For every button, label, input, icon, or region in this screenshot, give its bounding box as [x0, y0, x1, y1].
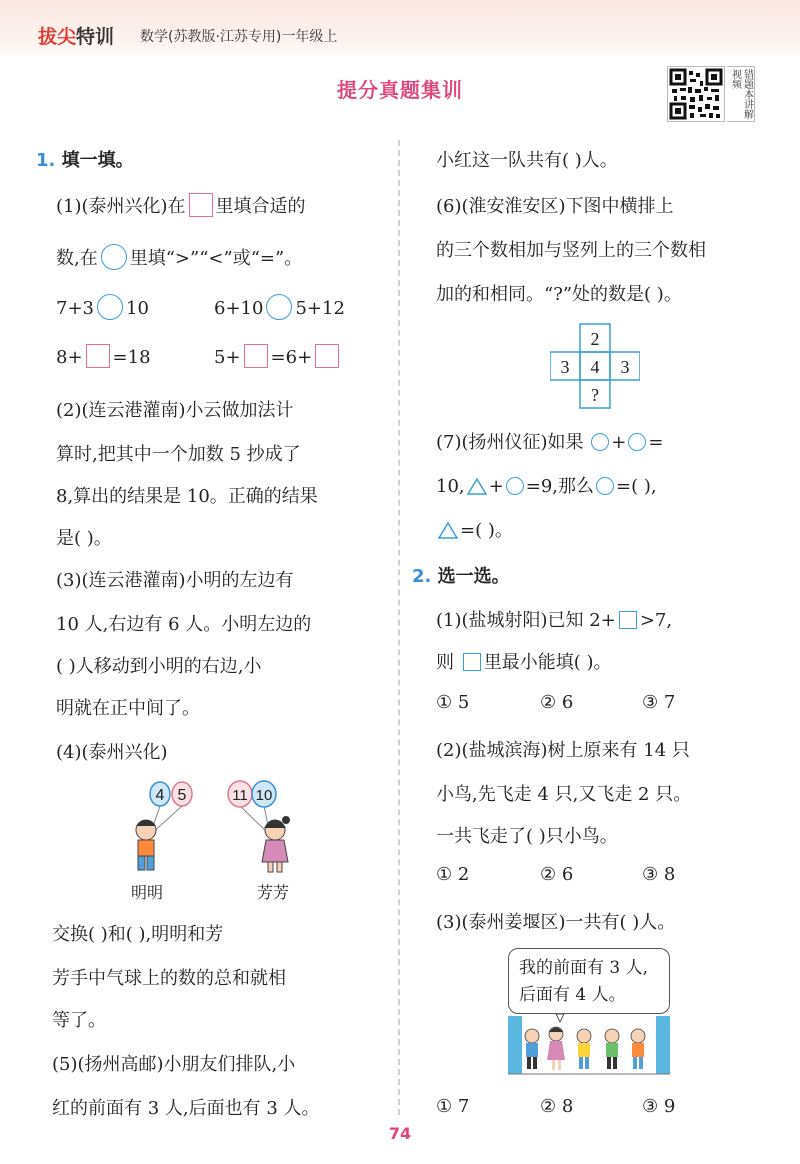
brand-logo: 拔尖特训: [38, 26, 115, 48]
q4-line-2: 交换( )和( ),明明和芳: [52, 924, 224, 945]
balloon-number: 11: [232, 787, 248, 804]
q4-line-4: 等了。: [52, 1010, 106, 1031]
q5-line-1: (5)(扬州高邮)小朋友们排队,小: [52, 1054, 296, 1075]
page-title: 提分真题集训: [337, 78, 463, 102]
grid-cell-center: 4: [590, 357, 600, 377]
q4-line-1: (4)(泰州兴化): [56, 742, 168, 763]
circle-symbol: [628, 433, 646, 451]
grid-cell-left: 3: [560, 357, 570, 377]
bubble-line-2: 后面有 4 人。: [519, 985, 626, 1005]
answer-box[interactable]: [86, 344, 110, 368]
qr-label: 错题本讲解视频: [727, 66, 755, 122]
balloon-number: 10: [255, 787, 273, 804]
answer-box[interactable]: [189, 193, 213, 217]
kid-name-fangfang: 芳芳: [257, 883, 290, 902]
balloon-number: 5: [177, 787, 187, 804]
speech-bubble: [508, 948, 670, 1014]
c3-option-1[interactable]: ① 7: [436, 1096, 470, 1117]
q1-expr-3: 8+ =18: [56, 344, 151, 368]
q1-expr-1: 7+3 10: [56, 294, 149, 320]
c2-option-2[interactable]: ② 6: [540, 864, 574, 885]
bubble-line-1: 我的前面有 3 人,: [519, 958, 649, 978]
q7-line-3: =( )。: [436, 516, 513, 542]
q5-line-2: 红的前面有 3 人,后面也有 3 人。: [52, 1098, 320, 1119]
q6-line-3: 加的和相同。“?”处的数是( )。: [436, 284, 682, 305]
q2-line-2: 算时,把其中一个加数 5 抄成了: [56, 444, 301, 465]
kids-balloons-illustration: [120, 780, 310, 880]
c1-line-2: 则 里最小能填( )。: [436, 652, 612, 673]
q2-line-3: 8,算出的结果是 10。正确的结果: [56, 486, 318, 507]
answer-circle[interactable]: [101, 244, 127, 270]
page-number: 74: [388, 1124, 412, 1143]
c3-option-3[interactable]: ③ 9: [642, 1096, 676, 1117]
q3-line-2: 10 人,右边有 6 人。小明左边的: [56, 614, 312, 635]
balloon-number: 4: [155, 787, 165, 804]
section-1-heading: 1. 填一填。: [36, 150, 134, 171]
child-figure: [525, 1029, 539, 1069]
c1-option-1[interactable]: ① 5: [436, 692, 470, 713]
q6-line-2: 的三个数相加与竖列上的三个数相: [436, 240, 706, 261]
q1-line-1: (1)(泰州兴化)在 里填合适的: [56, 192, 306, 218]
circle-symbol: [506, 477, 524, 495]
q3-line-4: 明就在正中间了。: [56, 698, 200, 719]
answer-box[interactable]: [463, 653, 481, 671]
c2-option-1[interactable]: ① 2: [436, 864, 470, 885]
child-figure: [605, 1029, 619, 1069]
header-band: [0, 0, 800, 60]
compare-circle[interactable]: [97, 294, 123, 320]
c2-line-1: (2)(盐城滨海)树上原来有 14 只: [436, 740, 690, 761]
triangle-symbol: [438, 522, 458, 539]
c3-option-2[interactable]: ② 8: [540, 1096, 574, 1117]
c2-option-3[interactable]: ③ 8: [642, 864, 676, 885]
c1-line-1: (1)(盐城射阳)已知 2+ >7,: [436, 610, 673, 631]
c1-option-3[interactable]: ③ 7: [642, 692, 676, 713]
child-figure: [631, 1029, 645, 1069]
circle-symbol: [596, 477, 614, 495]
grid-cell-top: 2: [590, 329, 600, 349]
c3-line-1: (3)(泰州姜堰区)一共有( )人。: [436, 912, 676, 933]
child-figure: [547, 1027, 565, 1070]
q1-line-2: 数,在 里填“>”“<”或“=”。: [56, 244, 302, 270]
q3-line-1: (3)(连云港灌南)小明的左边有: [56, 570, 294, 591]
q3-line-3: ( )人移动到小明的右边,小: [56, 656, 262, 677]
q6-line-1: (6)(淮安淮安区)下图中横排上: [436, 196, 674, 217]
column-divider: [398, 140, 400, 1115]
circle-symbol: [591, 433, 609, 451]
q1-expr-2: 6+10 5+12: [214, 294, 345, 320]
section-2-heading: 2. 选一选。: [412, 566, 510, 587]
q2-line-4: 是( )。: [56, 528, 112, 549]
book-subject: 数学(苏教版·江苏专用)一年级上: [140, 29, 338, 45]
answer-box[interactable]: [315, 344, 339, 368]
triangle-symbol: [467, 478, 487, 495]
qr-code-icon[interactable]: [667, 66, 725, 122]
c2-line-3: 一共飞走了( )只小鸟。: [436, 826, 618, 847]
q4-line-3: 芳手中气球上的数的总和就相: [52, 968, 286, 989]
q7-line-1: (7)(扬州仪征)如果 + =: [436, 432, 664, 453]
q2-line-1: (2)(连云港灌南)小云做加法计: [56, 400, 294, 421]
grid-cell-right: 3: [620, 357, 630, 377]
kid-name-mingming: 明明: [131, 883, 164, 902]
q7-line-2: 10, + =9,那么 =( ),: [436, 476, 657, 497]
q5-line-3: 小红这一队共有( )人。: [436, 150, 618, 171]
c1-option-2[interactable]: ② 6: [540, 692, 574, 713]
grid-cell-bottom: ?: [591, 385, 599, 405]
compare-circle[interactable]: [266, 294, 292, 320]
answer-box[interactable]: [619, 611, 637, 629]
cross-number-grid: [550, 322, 640, 410]
c2-line-2: 小鸟,先飞走 4 只,又飞走 2 只。: [436, 784, 692, 805]
answer-box[interactable]: [244, 344, 268, 368]
kids-queue-illustration: [508, 1014, 670, 1076]
child-figure: [577, 1029, 591, 1069]
q1-expr-4: 5+ =6+: [214, 344, 342, 368]
